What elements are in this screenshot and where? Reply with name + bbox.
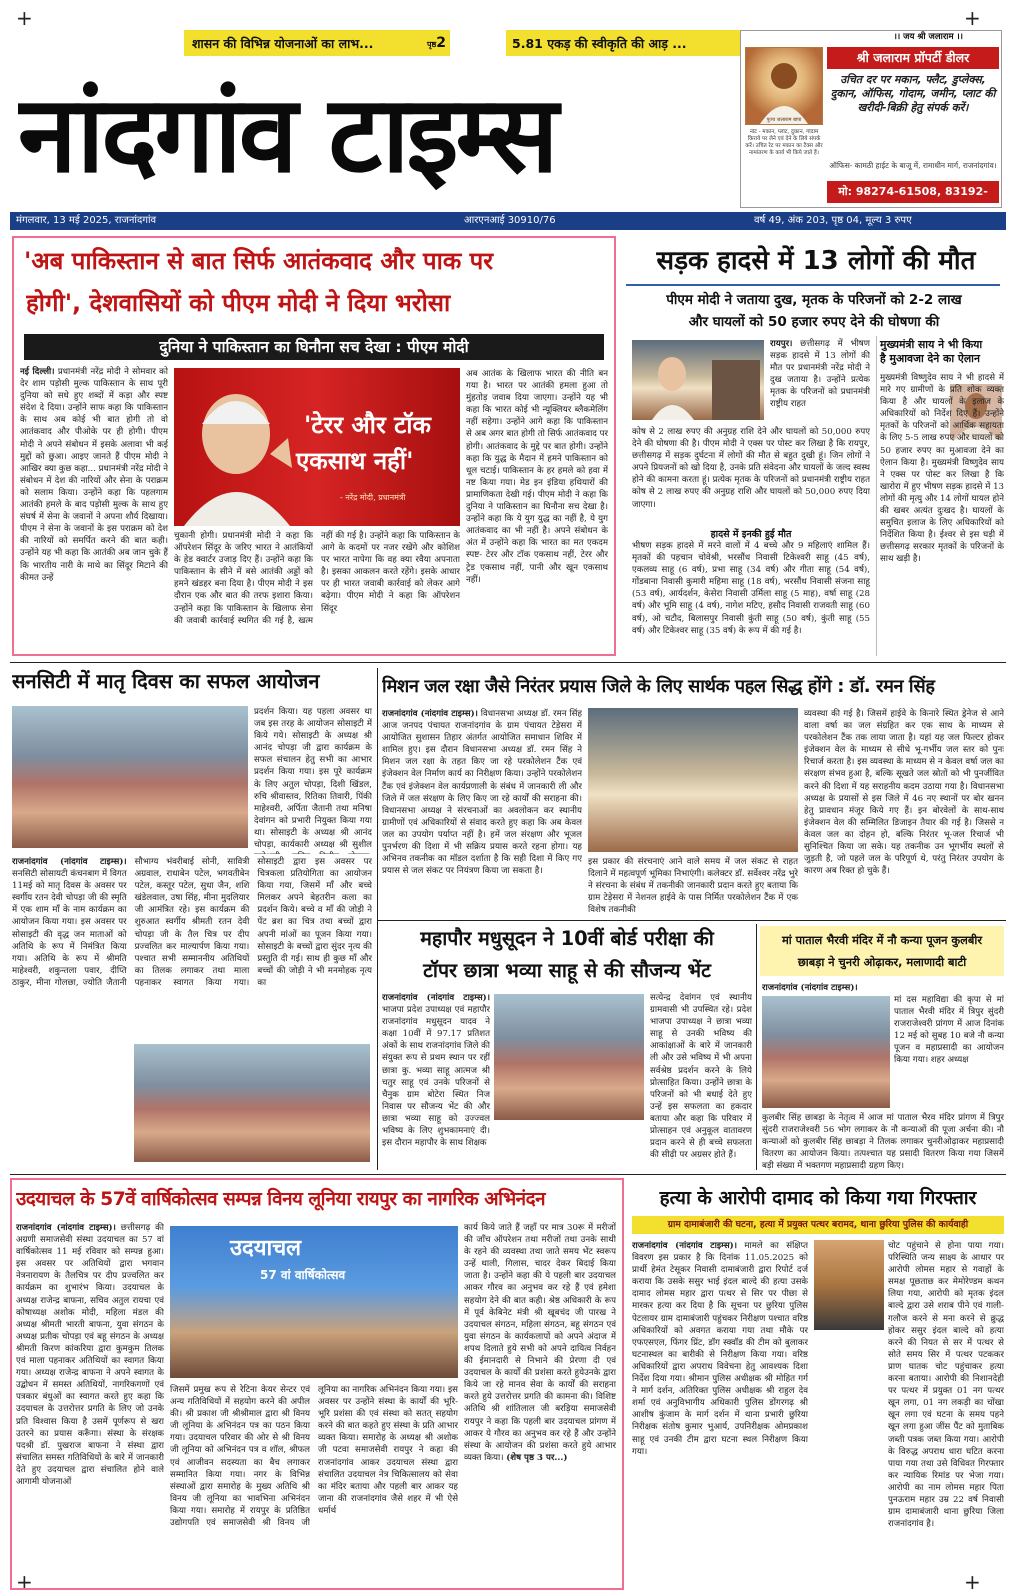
accident-side-heading-line1: मुख्यमंत्री साय ने भी किया: [880, 338, 983, 351]
ad-mobile[interactable]: मो: 98274-61508, 83192-: [827, 181, 999, 203]
udayachal-body-left-text: छत्तीसगढ़ की अग्रणी समाजसेवी संस्था उदयाचल का 57 वां वार्षिकोत्सव 11 मई रविवार को सम्पन्न हुआ। इस अवसर पर अतिथियों द्वारा भगवान नेत्रनारायण के तैलचित्र पर दीप प्रज्वलित कर कार्यक्रम का शुभारंभ किया। उदयाचल के अध्यक्ष राजेन्द्र बाफना, सचिव अतुल रायचा एवं कोषाध्यक्ष अशोक मोदी, महिला मंडल की अध्यक्ष श्रीमती भारती बाफना, युवा संगठन के अध्यक्ष प्रतीक चोपड़ा एवं बहू संगठन के अध्यक्ष श्रीमती किरण कांकरिया द्वारा कुमकुम तिलक एवं माला पहनाकर अतिथियों का स्वागत किया गया। अध्यक्ष राजेन्द्र बाफना ने अपने स्वागत के उद्बोधन में समस्त अतिथियों, नागरिकगणों एवं पत्रकार बंधुओं का स्वागत करते हुए कहा कि उदयाचल के उत्तरोत्तर प्रगति के लिए जो उनके प्रति विश्वास किया है उसमें पूर्णरूप से खरा उतरने का प्रयास करूँगा। संस्था के संरक्षक पदश्री डॉ. पुखराज बाफना ने संस्था द्वारा संचालित समस्त गतिविधियों के बारे में जानकारी देते हुए उदयाचल द्वारा संचालित होने वाले आगामी योजनाओं: [16, 1223, 164, 1487]
ad-note: नोट - मकान, प्लॉट, दुकान, गोदाम किराये पर लेने एवं देने के लिये संपर्क करें। उचित रेट पर मकान का टैक्स और नामांतरण के कार्य भी किये जाते हैं।: [745, 129, 823, 156]
sunsiti-photo-1: [12, 706, 248, 848]
lead-subhead: [24, 334, 604, 360]
sunsiti-dateline: राजनांदगांव (नांदगांव टाइम्स)।: [12, 857, 127, 867]
arrest-body-left-text: मामले का संक्षिप्त विवरण इस प्रकार है कि दिनांक 11.05.2025 को प्रार्थी हेमंत टेसूकर निवासी दामाबंजारी द्वारा रिपोर्ट दर्ज कराया कि उसके ससुर भाई इंदल बाल्दे की हत्या उसके दामाद लोमस महार द्वारा पत्थर से सिर पर पीछा से मारकर हत्या कर दिया है कि सूचना पर छुरिया पुलिस पेटलायर ग्राम दामाबंजारी पहुंचकर निरीक्षण पश्चात वरिष्ठ अधिकारियों को अवगत कराया गया तथा मौके पर एफएसएल, फिंगर प्रिंट, डॉग स्क्वॉड की टीम को बुलाकर घटनास्थल का बारीकी से निरीक्षण किया गया। वरिष्ठ अधिकारियों द्वारा अपराध विवेचना हेतु आवश्यक दिशा निर्देश दिया गया। श्रीमान पुलिस अधीक्षक श्री मोहित गर्ग ने मार्ग दर्शन, अतिरिक्त पुलिस अधीक्षक श्री राहुल देव शर्मा एवं अनुविभागीय अधिकारी पुलिस डोंगरगढ़ श्री आशीष कुंजाम के मार्ग दर्शन में थाना प्रभारी छुरिया निरीक्षक संतोष कुमार भुआर्य, उपनिरीक्षक ओमप्रकाश साहू एवं उनकी टीम द्वारा घटना स्थल निरीक्षण किया गया।: [632, 1241, 808, 1457]
sunsiti-body-tail: [12, 1044, 130, 1166]
crop-mark-top-right: +: [964, 6, 981, 30]
kanya-body-intro: [762, 982, 1004, 994]
kanya-headline-line1: मां पाताल भैरवी मंदिर में नौ कन्या पूजन कुलबीर: [781, 933, 983, 947]
udayachal-banner-title: उदयाचल: [230, 1236, 302, 1261]
ad-tagline: ।। जय श्री जलाराम ।।: [893, 32, 963, 42]
lead-image-modi: [174, 368, 460, 526]
ad-description: उचित दर पर मकान, फ्लैट, डुप्लेक्स, दुकान, ऑफिस, गोदाम, जमीन, प्लाट की खरीदी-बिक्री हेतु संपर्क करें।: [830, 73, 996, 114]
mission-dateline: राजनांदगांव (नांदगांव टाइम्स)।: [382, 709, 478, 719]
arrest-body-right: चोट पहुंचाने से होना पाया गया। परिस्थिति जन्य साक्ष्य के आधार पर आरोपी लोमस महार से गवाहों के समक्ष पूछताछ कर मेमोरेण्डम कथन लिया गया, आरोपी को मृतक इंदल बाल्दे द्वारा उसे शराब पीने एवं गाली-गलौज करने से मना करने से क्रुद्ध होकर ससुर इंदल बाल्दे को हत्या करने की नियत से सर में पत्थर से सोते समय सिर में पत्थर पटककर प्राण घातक चोट पहुंचाकर हत्या करना बताया। आरोपी की निशानदेही पर पत्थर में प्रयुक्त 01 नग पत्थर खून लगा, 01 नग लकड़ी का चोंखा खून लगा एवं घटना के समय पहने खून लगा हुआ जींस पैंट को मुताबिक जब्ती पत्रक जब्त किया गया। आरोपी के विरुद्ध अपराध धारा घटित करना पाया गया तथा उसे विधिवत गिरफ्तार कर न्यायिक रिमांड पर भेजा गया। आरोपी का नाम लोमस महार पिता पुनऊराम महार उम्र 22 वर्ष निवासी ग्राम दामाबंजारी थाना छुरिया जिला राजनांदगांव है।: [888, 1241, 1004, 1530]
sunsiti-body-bottom-text: सनसिटी सोसायटी कंचनबाग में विगत 11मई को मातृ दिवस के अवसर पर स्वर्गीय रतन देवी चोपड़ा जी की स्मृति में एक शाम माँ के नाम कार्यक्रम का आयोजन किया गया। इस अवसर पर सोसाइटी की वृद्ध जन माताओं को अतिथि के रूप में निमंत्रित किया गया। अतिथि के रूप में श्रीमति माहेश्वरी, शकुन्तला पवार, दीप्ति ठाकुर, मीना गोलछा, ज्योति जैतानी सौभाग्य भंवरीबाई सोनी, सावित्री अग्रवाल, राधाबेन पटेल, भगवतीबेन पटेल, कस्तूर पटेल, सुधा जैन, शशि खंडेलवाल, उषा सिंह, मीना मुदलियार जी आमंत्रित रहे। इस कार्यक्रम की शुरुआत स्वर्गीय श्रीमती रतन देवी चोपड़ा जी के तैल चित्र पर दीप प्रज्वलित कर माल्यार्पण किया गया। पश्चात सभी सम्माननीय अतिथियों का तिलक लगाकर तथा माला पहनाकर स्वागत किया गया। सोसाइटी द्वारा इस अवसर पर चित्रकला प्रतियोगिता का आयोजन किया गया, जिसमें माँ और बच्चे मिलकर अपने बेहतरीन कला का प्रदर्शन किये। बच्चे व माँ की जोड़ी ने पेंट ब्रश का चित्र तथा बच्चों द्वारा अपनी मांओं का पूजन किया गया। सोसाइटी के बच्चों द्वारा सुंदर नृत्य की प्रस्तुति दी गई। साथ ही कुछ माँ और बच्चों की जोड़ी ने भी मनमोहक नृत्य का: [12, 857, 372, 988]
accident-dateline: रायपुर।: [770, 339, 793, 349]
arrest-headline: हत्या के आरोपी दामाद को किया गया गिरफ्तार: [659, 1188, 977, 1209]
mission-body-left: [382, 708, 582, 916]
lead-image-quote-line2: एकसाथ नहीं': [296, 447, 414, 475]
mission-photo: [588, 708, 798, 852]
sunsiti-body-top: प्रदर्शन किया। यह पहला अवसर था जब इस तरह के आयोजन सोसाइटी में किये गये। सोसाइटी के अध्यक्ष श्री आनंद चोपड़ा जी द्वारा कार्यक्रम के सफल संचालन हेतु सभी का आभार प्रदर्शन किया गया। इस पूरे कार्यक्रम के लिए अतुल चोपड़ा, दिशी खिंडल, रुचि श्रीवास्तव, रितिका तिवारी, पिंकी माहेश्वरी, अर्पिता जैतानी तथा मनिषा देवांगन को प्रभारी नियुक्त किया गया था। सोसाइटी के अध्यक्ष श्री आनंद चोपड़ा, कार्यकारी अध्यक्ष श्री सुशील: [254, 707, 372, 851]
accident-subhead-line2: और घायलों को 50 हजार रुपए देने की घोषणा की: [688, 314, 940, 330]
arrest-dateline: राजनांदगांव (नांदगांव टाइम्स)।: [632, 1241, 737, 1251]
udayachal-body-left: [16, 1222, 164, 1586]
teaser-2-text: 5.81 एकड़ की स्वीकृति की आड़ ...: [512, 35, 687, 51]
udayachal-dateline: राजनांदगांव (नांदगांव टाइम्स)।: [16, 1223, 116, 1233]
mayor-photo: [494, 994, 644, 1120]
accident-headline: सड़क हादसे में 13 लोगों की मौत: [656, 246, 976, 276]
accident-body-main: कोष से 2 लाख रुपए की अनुग्रह राशि देने और घायलों को 50,000 रुपए देने की घोषणा की है। पीएम मोदी ने एक्स पर पोस्ट कर लिखा है कि रायपुर, छत्तीसगढ़ में सड़क दुर्घटना में लोगों की मौत से बहुत दुखी हूं। जिन लोगों ने अपने प्रियजनों को खो दिया है, उनके प्रति संवेदना और घायलों के जल्द स्वस्थ होने की कामना करता हूं। प्रत्येक मृतक के परिजनों को प्रधानमंत्री राष्ट्रीय राहत कोष से 2 लाख रुपए की अनुग्रह राशि और घायलों को 50,000 रुपए दिया जाएगा।: [632, 427, 870, 510]
lead-headline-line2: होगी', देशवासियों को पीएम मोदी ने दिया भरोसा: [26, 289, 451, 317]
mayor-dateline: राजनांदगांव (नांदगांव टाइम्स)।: [382, 993, 490, 1003]
section-divider-1: [10, 662, 1006, 663]
crop-mark-bottom-left: +: [16, 1570, 33, 1594]
masthead-title: नांदगांव टाइम्स: [18, 73, 556, 196]
crop-mark-bottom-right: +: [964, 1570, 981, 1594]
kanya-headline-line2: छाबड़ा ने चुनरी ओढ़ाकर, मलाणादी बाटी: [797, 955, 967, 969]
col-divider-1: [377, 668, 378, 1170]
advertisement[interactable]: [740, 30, 1002, 208]
section-divider-2: [378, 920, 1006, 921]
mayor-body-right: सत्येन्द्र देवांगन एवं स्थानीय ग्रामवासी भी उपस्थित रहे। प्रदेश भाजपा उपाध्यक्ष ने छात्रा भव्या साहू से उनकी भविष्य की आकांक्षाओं के बारे में जानकारी ली और उसे भविष्य में भी अपना सर्वश्रेष्ठ प्रदर्शन करने के लिये प्रोत्साहित किया। उन्होंने छात्रा के परिजनों को भी बधाई देते हुए उन्हें इस सफलता का हकदार बताया और कहा कि परिवार में प्रोत्साहन एवं अनुकूल वातावरण प्रदान करने से ही बच्चे सफलता की सीढ़ी पर अग्रसर होते हैं।: [650, 993, 752, 1161]
udayachal-headline: उदयाचल के 57वें वार्षिकोत्सव सम्पन्न विनय लूनिया रायपुर का नागरिक अभिनंदन: [16, 1189, 546, 1210]
lead-body-mid: चुकानी होगी। प्रधानमंत्री मोदी ने कहा कि ऑपरेशन सिंदूर के जरिए भारत ने आतंकियों के हेड क्वार्टर उजाड़ दिए हैं। उन्होंने कहा कि पाकिस्तान के सीने में बसे आतंकी अड्डों को हमने खंडहर बना दिया है। पीएम मोदी ने इस दौरान एक और बात की तरफ इशारा किया। उन्होंने कहा कि पाकिस्तान के खिलाफ सेना की जवाबी कार्रवाई स्थगित की गई है, खत्म नहीं की गई है। उन्होंने कहा कि पाकिस्तान के आगे के कदमों पर नजर रखेंगे और कोशिश पर भारत नापेगा कि वह क्या रवैया अपनाता है। इसका आकलन करते रहेंगे। इसके आधार पर ही भारत जवाबी कार्रवाई को लेकर आगे बढ़ेगा। पीएम मोदी ने कहा कि ऑपरेशन सिंदूर: [174, 531, 460, 626]
accident-side-heading-line2: है मुआवजा देने का ऐलान: [880, 352, 980, 365]
teaser-1[interactable]: [184, 30, 450, 56]
udayachal-photo: [170, 1226, 458, 1378]
arrest-body-left: [632, 1240, 808, 1590]
issue-date: मंगलवार, 13 मई 2025, राजनांदगांव: [16, 215, 157, 226]
kanya-body-intro-text: मां दस महाविद्या की कृपा से मां पाताल भैरवी मंदिर में त्रिपुर सुंदरी राजराजेश्वरी प्रांगण में आज दिनांक 12 मई को सुबह 10 बजे नौ कन्या पूजन व महाप्रसादी का आयोजन किया गया। शहर अध्यक्ष: [894, 995, 1004, 1066]
udayachal-body-right: [464, 1222, 616, 1586]
udayachal-banner-sub: 57 वां वार्षिकोत्सव: [260, 1268, 346, 1282]
lead-body-left-text: प्रधानमंत्री नरेंद्र मोदी ने सोमवार को देर शाम पड़ोसी मुल्क पाकिस्तान के साथ पूरी दुनिया को सधे हुए शब्दों में कड़ा और स्पष्ट संदेश दे दिया। उन्होंने साफ कहा कि पाकिस्तान के साथ अब कोई भी बात होगी तो वो आतंकवाद और पीओके पर ही होगी। पीएम मोदी ने अपने संबोधन में इसके अलावा भी कई मुद्दों को छुआ। आइए जानते हैं पीएम मोदी ने आखिर क्या कुछ कहा... प्रधानमंत्री नरेंद्र मोदी ने संबोधन में देश की नारियों और सेना के पराक्रम को सलाम किया। उन्होंने कहा कि पहलगाम आतंकी हमले के बाद पड़ोसी मुल्क के साथ हुए संघर्ष में सेना के जवानों ने अपना शौर्य दिखाया। पीएम ने सेना के जवानों के इस पराक्रम को देश की नारियों को समर्पित करने की बात कही। उन्होंने यह भी कहा कि आतंकी अब जान चुके हैं कि भारतीय नारी के माथे का सिंदूर मिटाने की कीमत उन्हें: [20, 367, 168, 583]
udayachal-body-mid: जिसमें प्रमुख रूप से रेटिना केयर सेन्टर एवं अन्य गतिविधियों में सहयोग करने की अपील की। श्री प्रकाश जी श्रीश्रीमाल द्वारा श्री विनय जी लूनिया के अभिनंदन पत्र का पठन किया गया। उदयाचल परिवार की ओर से श्री विनय जी लूनिया को अभिनंदन पत्र व शॉल, श्रीफल एवं आजीवन सदस्यता का बैच लगाकर सम्मानित किया गया। नगर के विभिन्न संस्थाओं द्वारा समारोह के मुख्य अतिथि श्री विनय जी लूनिया का भावभिना अभिनंदन किया गया। समारोह में रायपुर के प्रतिष्ठित उद्योगपति एवं समाजसेवी श्री विनय जी लूनिया का नागरिक अभिनंदन किया गया। इस अवसर पर उन्होंने संस्था के कार्यों की भूरि-भूरि प्रशंसा की एवं संस्था को सतत् सहयोग करने की बात कहते हुए संस्था के प्रति आभार व्यक्त किया। समारोह के अध्यक्ष श्री अशोक जी पटवा समाजसेवी रायपुर ने कहा की राजनांदगांव आकर उदयाचल संस्था द्वारा संचालित उदयाचल नेत्र चिकित्सालय को सेवा का मंदिर बताया और पहली बार आकर यह जाना की राजनांदगांव जैसे शहर में भी ऐसे धर्मार्थ: [170, 1385, 458, 1529]
ad-address: ऑफिस- कामठी हाईट के बाजू में, रामाधीन मार्ग, राजनांदगांव।: [829, 161, 997, 170]
lead-body-left: [20, 366, 168, 650]
teaser-1-page: पृष्ठ2: [426, 35, 446, 51]
sunsiti-body-bottom: [12, 856, 372, 1050]
accident-image: [632, 340, 764, 420]
mission-headline: मिशन जल रक्षा जैसे निरंतर प्रयास जिले के लिए सार्थक पहल सिद्ध होंगे : डॉ. रमन सिंह: [382, 676, 935, 697]
mayor-body-left-text: भाजपा प्रदेश उपाध्यक्ष एवं महापौर राजनांदगांव मधुसूदन यादव ने कक्षा 10वीं में 97.17 प्रतिशत अंकों के साथ राजनांदगांव जिले की संयुक्त रूप से प्रथम स्थान पर रहीं छात्रा कु. भव्या साहू आत्मज श्री चतुर साहू एवं उनके परिजनों से चैनुक ग्राम बोटेरा स्थित निज निवास पर सौजन्य भेंट की और छात्रा भव्या साहू को उज्ज्वल भविष्य के लिए शुभकामनाएं दी। इस दौरान महापौर के साथ शिक्षक: [382, 1005, 490, 1149]
issue-meta: वर्ष 49, अंक 203, पृष्ठ 04, मूल्य 3 रुपए: [754, 215, 912, 226]
lead-image-quote-line1: 'टेरर और टॉक: [304, 411, 431, 439]
dateline-bar: [10, 212, 1006, 230]
accident-body-intro: [770, 338, 870, 426]
udayachal-continued: (शेष पृष्ठ 3 पर...): [506, 1452, 568, 1463]
arrest-subhead-text: ग्राम दामाबंजारी की घटना, हत्या में प्रयुक्त पत्थर बरामद, थाना छुरिया पुलिस की कार्यवाही: [667, 1219, 969, 1230]
ad-photo: [745, 47, 823, 125]
mission-caption: इस प्रकार की संरचनाएं आने वाले समय में जल संकट से राहत दिलाने में महत्वपूर्ण भूमिका निभाएंगी। कलेक्टर डॉ. सर्वेश्वर नरेंद्र भुरे ने संरचना के संबंध में तकनीकी जानकारी प्रदान करते हुए बताया कि ग्राम टेड़ेसरा में नेशनल हाईवे के पास निर्मित परकोलेशन टैंक में एक विशेष तकनीकी: [588, 857, 798, 916]
teaser-1-text: शासन की विभिन्न योजनाओं का लाभ...: [192, 35, 374, 51]
accident-side-body: मुख्यमंत्री विष्णुदेव साय ने भी हादसे में मारे गए ग्रामीणों के प्रति शोक व्यक्त किया है और घायलों के इलाज के अधिकारियों को निर्देश दिए हैं। उन्होंने मृतकों के परिजनों को आर्थिक सहायता के लिए 5-5 लाख रुपए और घायलों को 50 हजार रुपए का मुआवजा देने का ऐलान किया है। मुख्यमंत्री विष्णुदेव साय ने एक्स पर पोस्ट कर लिखा है कि खारोरा में हुए भीषण सड़क हादसे में 13 लोगों की मृत्यु और 14 लोगों घायल होने की खबर अत्यंत दुःखद है। घायलों के समुचित इलाज के लिए अधिकारियों को निर्देशित किया है। ईश्वर से इस घड़ी में छत्तीसगढ़ सरकार मृतकों के परिजनों के साथ खड़ी है।: [880, 373, 1004, 565]
ad-photo-caption: पूज्य जलाराम बापा: [766, 117, 802, 123]
kanya-body-main: कुलबीर सिंह छाबड़ा के नेतृत्व में आज मां पाताल भैरव मंदिर प्रांगण में त्रिपुर सुंदरी राजराजेश्वरी 56 भोग लगाकर के नौ कन्याओं की पूजा अर्चना की। नौ कन्याओं को कुलबीर सिंह छाबड़ा ने तिलक लगाकर चुनरीओढ़ाकर महाप्रसादी वितरण का आयोजन किया। तत्पश्चात यह प्रसादी वितरण किया गया जिसमें बड़ी संख्या में भक्तगण महाप्रसादी ग्रहण किए।: [762, 1113, 1004, 1172]
mayor-headline-line2: टॉपर छात्रा भव्या साहू से की सौजन्य भेंट: [423, 959, 711, 982]
sunsiti-photo-2: [134, 1044, 370, 1162]
accident-victims-body: भीषण सड़क हादसे में मरने वालों में 4 बच्चे और 9 महिलाएं शामिल हैं। मृतकों की पहचान चोवेश्री, भरसौंध निवासी टिकेश्वरी साहू (45 वर्ष), एकलव्य साहू (6 वर्ष), प्रभा साहू (34 वर्ष) और गीता साहू (54 वर्ष), गोंडबाना निवासी कुमारी महिमा साहू (18 वर्ष), भरसौंध निवासी संजना साहू (53 वर्ष), आर्यदर्शन, केसेरा निवासी उर्मिला साहू (5 माह), वर्षा साहू (28 वर्ष) और भूमि साहू (4 वर्ष), नागेश मटिए, हसौद निवासी राजवती साहू (60 वर्ष), ओ चटौद, बिलासपुर निवासी कुंती साहू (50 वर्ष), कुंती साहू (55 वर्ष) और टिकेश्वर साहू (35 वर्ष) के रूप में की गई है।: [632, 541, 870, 636]
section-divider-3: [10, 1174, 1006, 1175]
mayor-headline-line1: महापौर मधुसूदन ने 10वीं बोर्ड परीक्षा की: [420, 927, 714, 950]
accident-body-intro-text: छत्तीसगढ़ में भीषण सड़क हादसे में 13 लोगों की मौत पर प्रधानमंत्री नरेंद्र मोदी ने दुख जताया है। उन्होंने प्रत्येक मृतक के परिजनों को प्रधानमंत्री राष्ट्रीय राहत: [770, 339, 870, 410]
lead-subhead-text: दुनिया ने पाकिस्तान का घिनौना सच देखा : पीएम मोदी: [159, 338, 469, 356]
rni-number: आरएनआई 30910/76: [464, 215, 556, 226]
ad-business-name: श्री जलाराम प्रॉपर्टी डीलर: [827, 47, 999, 69]
arrest-subhead: [632, 1216, 1004, 1234]
udayachal-body-right-text: कार्य किये जाते हैं जहाँ पर मात्र 30रू में मरीजों की जाँच ऑपरेशन तथा मरीजों तथा उनके साथी के रहने की व्यवस्था तथा जाते समय भेंट स्वरूप उन्हें थाली, गिलास, चादर देकर बिदाई किया जाता है। उन्होंने कहा की ये पहली बार उदयाचल आकर गौरव का अनुभव कर रहे हैं एवं हमेशा सहयोग देने की बात कही। श्रेष्ठ अधिकारी के रूप में पूर्व केबिनेट मंत्री श्री खूबचंद जी पारख ने उदयाचल संगठन, महिला संगठन, बहू संगठन एवं युवा संगठन के कार्यकलापों को अपने अंदाज में शपथ दिलाते हुये सभी को अपने दायित्व निर्वहन की ईमानदारी से निभाने की प्रेरणा दी एवं उदयाचल के कार्यों की प्रशंसा करते हुयेउनके द्वारा किये जा रहे मानव सेवा के कार्यों की सराहना करते हुये उत्तरोत्तर प्रगति की कामना की। विशिष्ट अतिथि श्री शांतिलाल जी बरड़िया समाजसेवी रायपुर ने कहा कि पहली बार उदयाचल प्रांगण में आकर ये गौरव का अनुभव कर रहे हैं और उन्होंने संस्था के आयोजन की प्रशंसा करते हुये आभार व्यक्त किया।: [464, 1223, 616, 1463]
lead-body-right: अब आतंक के खिलाफ भारत की नीति बन गया है। भारत पर आतंकी हमला हुआ तो मुंहतोड़ जवाब दिया जाएगा। उन्होंने यह भी कहा कि भारत कोई भी न्यूक्लियर ब्लैकमेलिंग नहीं सहेगा। उन्होंने आगे कहा कि पाकिस्तान से अब अगर बात होगी तो सिर्फ आतंकवाद पर होगी। आतंकवाद के मुद्दे पर बात होगी। उन्होंने कहा कि युद्ध के मैदान में हमने पाकिस्तान को धूल चटाई। पाकिस्तान के हर हमले को हवा में नष्ट किया गया। मेड इन इंडिया हथियारों की प्रामाणिकता देखी गई। पीएम मोदी ने कहा कि दुनिया ने पाकिस्तान का घिनौना सच देखा है। उन्होंने कहा कि ये युग युद्ध का नहीं है, ये युग आतंकवाद का भी नहीं है। अपने संबोधन के अंत में उन्होंने कहा कि भारत का मत एकदम स्पष्ट- टेरर और टॉक एकसाथ नहीं, टेरर और ट्रेड एकसाथ नहीं, पानी और खून एकसाथ नहीं।: [466, 369, 608, 585]
lead-dateline: नई दिल्ली।: [20, 367, 55, 377]
accident-victims-heading: हादसे में इनकी हुई मौत: [710, 529, 792, 540]
mission-body-left-text: विधानसभा अध्यक्ष डॉ. रमन सिंह आज जनपद पंचायत राजनांदगांव के ग्राम पंचायत टेड़ेसरा में आयोजित सुशासन तिहार अंतर्गत आयोजित समाधान शिविर में शामिल हुए। इस दौरान विधानसभा अध्यक्ष डॉ. रमन सिंह ने मिशन जल रक्षा के तहत किए जा रहे परकोलेशन टैंक एवं इंजेक्शन वेल निर्माण कार्य का निरीक्षण किया। उन्होंने परकोलेशन टैंक एवं इंजेक्शन वेल कार्यप्रणाली के संबंध में जानकारी ली और जिले में जल संरक्षण के लिए किए जा रहे कार्यों की सराहना की। विधानसभा अध्यक्ष ने संरचनाओं का अवलोकन कर स्थानीय ग्रामीणों एवं अधिकारियों से संवाद करते हुए कहा कि अब केवल जल का उपयोग पर्याप्त नहीं है। हमें जल संरक्षण और भूजल पुनर्भरण की दिशा में भी सक्रिय प्रयास करते रहना होगा। यह अभिनव तकनीक का मॉडल दर्शाता है कि सही दिशा में किए गए प्रयास से जल संकट पर नियंत्रण किया जा सकता है।: [382, 709, 582, 877]
lead-headline-line1: 'अब पाकिस्तान से बात सिर्फ आतंकवाद और पाक पर: [24, 247, 494, 275]
col-divider-2: [756, 924, 757, 1170]
crop-mark-top-left: +: [16, 6, 33, 30]
mayor-body-left: [382, 992, 490, 1166]
sunsiti-headline: सनसिटी में मातृ दिवस का सफल आयोजन: [12, 669, 320, 693]
accident-subhead-line1: पीएम मोदी ने जताया दुख, मृतक के परिजनों को 2-2 लाख: [666, 292, 962, 308]
lead-image-attr: - नरेंद्र मोदी, प्रधानमंत्री: [340, 493, 406, 502]
accident-rule: [626, 284, 1000, 286]
mission-body-right: व्यवस्था की गई है। जिसमें हाईवे के किनारे स्थित ड्रेनेज से आने वाला वर्षा का जल संग्रहित कर एक साथ के माध्यम से परकोलेशन टैंक तक लाया जाता है। यहां यह जल फिल्टर होकर इंजेक्शन वेल के माध्यम से सीधे भू-गर्भीय जल स्तर को पुनः रिचार्ज करता है। इस व्यवस्था के माध्यम से न केवल वर्षा जल का संरक्षण संभव हुआ है, बल्कि सूखते जल स्रोतों को भी पुनर्जीवित करने की दिशा में यह सराहनीय कदम उठाया गया है। विधानसभा अध्यक्ष के प्रयासों से इस जिले में 46 नए स्थानों पर बोर खनन हेतु प्रावधान मंजूर किये गए हैं। इन बोरवेलों के साथ-साथ इंजेक्शन वेल की सम्मिलित डिजाइन तैयार की गई है। जिससे न केवल जल का दोहन हो, बल्कि निरंतर भू-जल रिचार्ज भी सुनिश्चित किया जा सके। यह तकनीक उन भूगर्भीय स्थलों से जुड़ती है, जो पहले जल के परिपूर्ण थे, परंतु निरंतर उपयोग के कारण अब रिक्त हो चुके हैं।: [804, 709, 1004, 877]
kanya-photo: [762, 996, 890, 1108]
arrest-photo: [814, 1240, 884, 1330]
kanya-dateline: राजनांदगांव (नांदगांव टाइम्स)।: [762, 983, 858, 993]
